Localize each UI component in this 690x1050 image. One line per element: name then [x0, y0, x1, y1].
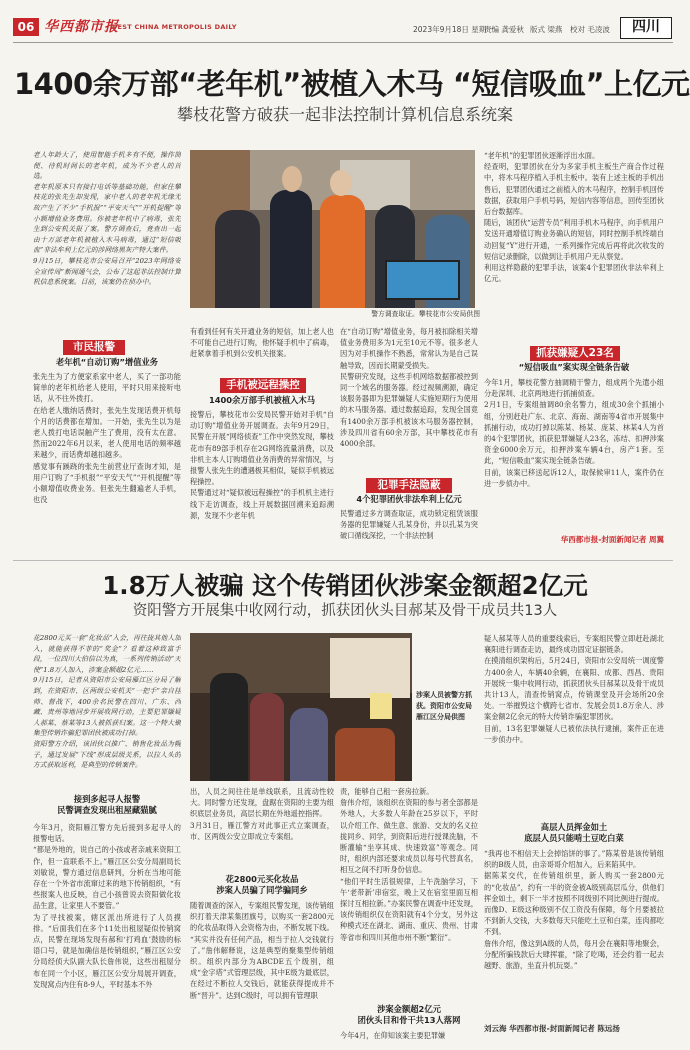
section-label: 四川	[632, 19, 660, 35]
story2-col4-body2: “我再也不相信天上会掉馅饼的事了。”陈某曾是该传销组织的B级人员，由亲哥哥介绍加入，后来陷其中。 据陈某交代，在传销组织里，新人购买一套2800元的“化妆品”，约有一半的资金被A级别高层瓜分，供他们挥金如土，剩下一半才按照不同级别不同比例进行提成。而像D、E级这种级别不仅工资没有保障，每个月要被拉不到新人交钱，大多数每天只能吃土豆和白菜，连肉都吃不到。 詹伟介绍，像这到A级的人员，每月会在襄阳等地聚会，分配所骗钱款后大肆挥霍，“除了吃喝，还会约着一起去越野、旅游，坐直升机玩耍。”	[484, 849, 664, 971]
story2-photo-caption: 涉案人员被警方抓获。资阳市公安局雁江区分局供图	[416, 691, 472, 721]
section-box	[620, 17, 672, 39]
story2-sub-report: 接到多起寻人报警 民警调查发现出租屋藏猫腻	[57, 794, 157, 815]
proofreader: 校对 毛凌波	[570, 25, 610, 34]
story1-col2-top: 有看到任何有关开通业务的短信，加上老人也不可能自己进行订购，他怀疑手机中了病毒，赶紧拿着手机到公安机关报案。	[190, 327, 334, 359]
story2-col3-body: 责，能够自己租一套房拉新。 詹伟介绍，该组织在资阳的参与者全部都是外地人，大多数人年龄在25岁以下，平时以介绍工作、做生意、旅游、交友的名义拉拢同乡、同学，到资阳后进行授课洗脑，不断灌输“坐享其成、快速致富”等观念。同时，组织内部还要求成员以每号代替真名，相互之间不打听身份信息。 “他们平时生活很规律，上午洗脑学习，下午‘老带新’串宿室，晚上又在宿室里面互相探讨互相拉新。”办案民警在调查中还发现，该传销组织仅在资阳就有4个分支，另外这种模式还在湖北、湖南、重庆、贵州、甘肃等省市和四川其他市州不断“繁衍”。	[340, 787, 478, 942]
story1-tag-arrest: 抓获嫌疑人23名	[530, 346, 620, 361]
masthead-en: WEST CHINA METROPOLIS DAILY	[110, 23, 237, 31]
story2-sub-lifestyle: 高层人员挥金如土 底层人员只能啃土豆吃白菜	[524, 822, 624, 843]
header-rule	[13, 42, 673, 43]
story2-lead: 花2800元买一套“化妆品”入会，再往拢其他人加入，就能获得不菲的“奖金”？看着这种致富手段，一位四川大伯信以为真，一系列传销活动“天使”1.8万人加入，涉案金额超2亿元…… 9月15日，记者从资阳市公安局雁江区分局了解到，在资阳市、区两级公安机关“一把手”亲自挂帅、督战下，400余名民警在四川、广东、西藏、贵州等地同步开展收网行动，主要犯罪嫌疑人郝某、蔡某等13人被抓获归案。这一个特大聚集型传销诈骗犯罪团伙被成功打掉。 资阳警方介绍，该团伙以推广、销售化妆品为幌子，通过发展“下线”形成层级关系，以拉人头的方式获取返利，是典型的传销案件。	[33, 634, 181, 770]
story2-photo	[190, 633, 412, 781]
story2-col4-top: 疑人郝某等人员的重要线索后，专案组民警立即赶赴湖北襄阳进行调查走访，最终成功固定证据链条。 在摸清组织架构后，5月24日，资阳市公安局统一调度警力400余人，车辆40余辆，在襄阳、成都、西昌、贵阳开展统一集中收网行动，抓获团伙头目郝某以及骨干成员共计13人，清查传销窝点，传销课堂及开会场所20余处。一举摧毁这个横跨七省市、发展会员1.8万余人、涉案金额2亿余元的特大传销诈骗犯罪团伙。 目前，13名犯罪嫌疑人已被依法执行逮捕，案件正在进一步侦办中。	[484, 634, 664, 744]
story1-photo	[190, 150, 475, 308]
story1-col4-body2: 今年1月，攀枝花警方抽调精干警力，组成两个先遣小组分赴深圳、北京两地进行抓捕侦查。 2月1日，专案组抽调80余名警力，组成30余个抓捕小组，分别赶赴广东、北京、海南、湖南等4省市开展集中抓捕行动，成功打掉以陈某、杨某、庞某、林某4人为首的4个犯罪团伙，抓获犯罪嫌疑人23名，冻结、扣押涉案资金6000余万元，扣押涉案车辆4台，房产1套。至此，“短信吸血”案实现全链条告破。 目前，该案已移送起诉12人，取保候审11人，案件仍在进一步侦办中。	[484, 378, 664, 488]
story1-col2-body: 接警后，攀枝花市公安局民警开始对手机“自动订购”增值业务开展调查。去年9月29日，民警在开展“网络侦查”工作中突然发现，攀枝花市有89部手机存在2G网络流量消费，以及非机主本人订购增值业务消费的异常情况，与报警人张先生的遭遇极其相似，疑似手机被远程操控。 民警通过对“疑似被远程操控”的手机机主进行线下走访调查，线上开展数据回溯来追踪溯源，发现不少老年机	[190, 410, 334, 520]
editor: 责编 龚爱秋	[484, 25, 524, 34]
story2-col3-body2: 今年4月，在仰知该案主要犯罪嫌	[340, 1031, 446, 1040]
story2-subhead: 资阳警方开展集中收网行动，抓获团伙头目郝某及骨干成员共13人	[132, 603, 558, 619]
story1-sub-remote: 1400余万部手机被植入木马	[208, 395, 316, 405]
masthead: 华西都市报	[44, 19, 119, 35]
story2-col2-body2: 随着调查的深入，专案组民警发现，该传销组织打着天津某集团旗号，以购买一套2800元的化妆品取得入会资格为由，不断发展下线。 “其实并没有任何产品，相当于拉人交钱就行了。”詹伟解释说，这是典型的聚集型传销组织。组织内部分为ABCDE五个级别，组成“金字塔”式管理层级，其中E级为最底层，在经过不断拉人交钱后，就能获得提成并不断“晋升”。达到C级时，可以拥有管理职	[190, 901, 334, 1000]
story1-subhead: 攀枝花警方破获一起非法控制计算机信息系统案	[176, 105, 513, 124]
story1-sub-hidden: 4个犯罪团伙非法牟利上亿元	[356, 494, 462, 504]
page-header	[0, 0, 690, 44]
story1-col1-body: 张先生为了方便家系家中老人，买了一部功能简单的老年机给老人使用，平时只用来接听电话，从不往外拨打。 在给老人缴纳话费时，张先生发现话费开机每个月的话费都在增加。一开始，张先生以为是老人拨打电话误触产生了费用，没有太在意。然而2022年6月以来，老人使用电话的频率越来越少，而话费却越扣越多。 感觉事有蹊跷的张先生前营业厅查询才知，是用户订购了“手机报”“平安天气”“开机提醒”等小额增值收费业务。但张先生翻遍老人手机，也没	[33, 372, 181, 505]
story2-col2-body: 出，人员之间往往是单线联系，且流动性较大。同时警方还发现，盘踞在资阳的主要为组织底层业务员，高层长期在外地遥控指挥。 3月31日，雁江警方对此事正式立案调查，市、区两级公安立即成立专案组。	[190, 787, 334, 841]
story1-sub-arrest: “短信吸血”案实现全链条告破	[518, 362, 630, 372]
page-number: 06	[13, 18, 39, 36]
story1-col3-body: 在“自动订购”增值业务，每月被扣除相关增值业务费用多为1元至10元不等。很多老人因为对手机操作不熟悉，常常认为是自己误触导致，因而长期蒙受损失。 民警研究发现，这些手机网络数据都被控到同一个域名的服务器。经过视频溯源，确定该服务器即为犯罪嫌疑人实施短期行为使用的木马服务器。通过数据追踪，发现全国竟有1400余万部手机被该木马服务器控制，涉及四川省有60余万部，其中攀枝花市有4000余部。	[340, 327, 478, 449]
story2-sub-amount: 涉案金额超2亿元 团伙头目和骨干共13人落网	[357, 1004, 461, 1025]
story1-col4-top: “老年机”的犯罪团伙逐渐浮出水面。 经查明，犯罪团伙在分为多家手机主板生产商合作过程中，将木马程序植入手机主板中。装有上述主板的手机出售后，犯罪团伙通过之前植入的木马程序，控制手机回传数据，获取用户手机号码，短信内容等信息，回传至团伙后台数据库。 随后，该团伙“运营专员”利用手机木马程序，向手机用户发送开通增值订购业务确认的短信，同时控制手机终端自动回复“Y”进行开通，一系列操作完成后再将此次收发的短信记录删除，以做到让手机用户无从察觉。 利用这样隐蔽的犯罪手法，该案4个犯罪团伙非法牟利上亿元。	[484, 151, 664, 284]
story1-tag-hidden: 犯罪手法隐蔽	[366, 478, 452, 493]
story2-byline: 刘云海 华西都市报-封面新闻记者 陈远扬	[484, 1024, 620, 1033]
story-divider	[13, 560, 673, 561]
story1-tag-remote: 手机被远程操控	[220, 378, 306, 393]
story1-byline: 华西都市报-封面新闻记者 周翼	[560, 535, 664, 544]
story2-col1-body: 今年3月，资阳雁江警方先后接到多起寻人的报警电话。 “都是外地的，说自己的小孩或者亲戚来资阳工作，但一直联系不上。”雁江区公安分局副局长刘敏说，警方通过信息研判，分析在当地可能存在一个外省市流窜过来的地下传销组织，“有些报案人也反映，自己小孩曾说去资阳做化妆品生意，让家里人不要管。” 为了寻找被案，辖区派出所进行了人员摸排。“后面我们在多个11处出租屋疑似传销窝点，民警在现场发现有郝和‘打鸡血’鼓励的标语口号，就是加确信是传销组织，”雁江区公安分局经侦大队副大队长詹伟说，这些出租屋分布在同一个小区，雁江区公安分局展开调查，发现窝点内住有8-9人，平时基本不外	[33, 823, 181, 989]
story1-headline: 1400余万部“老年机”被植入木马 “短信吸血”上亿元	[14, 67, 690, 101]
story2-sub-cosmetic: 花2800元买化妆品 涉案人员骗了同学骗同乡	[216, 874, 308, 895]
story2-headline: 1.8万人被骗 这个传销团伙涉案金额超2亿元	[102, 571, 588, 600]
story1-tag-report: 市民报警	[63, 340, 125, 355]
story1-sub-report: 老年机“自动订购”增值业务	[55, 357, 159, 367]
layout-editor: 版式 梁燕	[530, 25, 563, 34]
story1-photo-caption: 警方调查取证。攀枝花市公安局供图	[371, 310, 480, 318]
date-line: 2023年9月18日 星期一	[413, 25, 494, 34]
story1-lead: 老人年龄大了，使用智能手机多有不便，操作简便、待机时间长的老年机，成为不少老人的首选。 老年机原本只有接打电话等基础功能，但家住攀枝花的张先生却发现，家中老人的老年机无缘无故产生了不少“手机报”“平安天气”“开机提醒”等小额增值业务费用。你被老年机中了病毒，张先生到公安机关报了案。警方调查后，竟查出一起由十万部老年机被植入木马病毒，通过“短信吸血”非法牟利上亿元的涉网络黑灰产特大案件。 9月15日，攀枝花市公安局召开“2023年网络安全宣传周”新闻通气会，公布了这起非法控制计算机信息系统案。目前，该案仍在侦办中。	[33, 151, 181, 287]
story1-col3-body2: 民警通过多方调查取证，成功锁定租赁该服务器的犯罪嫌疑人孔某身份，并以孔某为突破口循线深挖，一个非法控制	[340, 509, 478, 541]
